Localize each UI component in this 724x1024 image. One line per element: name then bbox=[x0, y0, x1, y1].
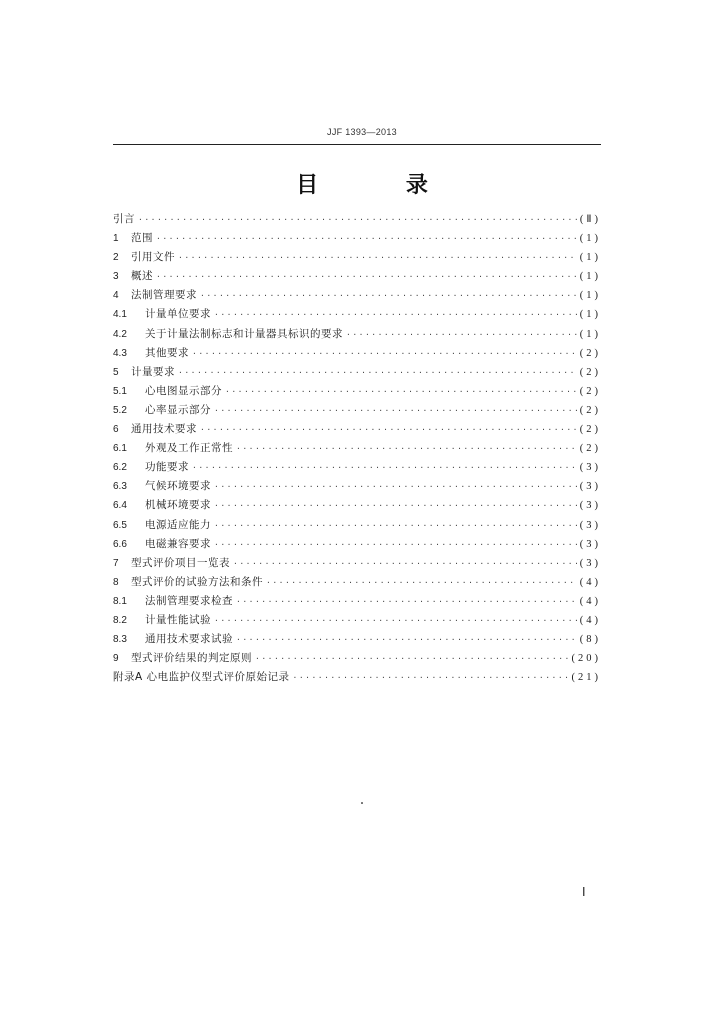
toc-entry-page: (21) bbox=[571, 672, 601, 684]
toc-entry[interactable] bbox=[113, 535, 601, 554]
toc-entry-title: 通用技术要求 bbox=[131, 423, 197, 436]
toc-entry-title: 型式评价的试验方法和条件 bbox=[131, 575, 263, 588]
toc-dot-leader bbox=[214, 477, 577, 496]
toc-entry[interactable] bbox=[113, 496, 601, 515]
toc-entry[interactable] bbox=[113, 286, 601, 305]
toc-entry-page: (1) bbox=[579, 252, 601, 264]
toc-entry[interactable] bbox=[113, 229, 601, 248]
toc-dot-leader bbox=[214, 535, 577, 554]
toc-entry-page: (2) bbox=[579, 424, 601, 436]
toc-entry-number: 3 bbox=[113, 271, 119, 283]
toc-dot-leader bbox=[266, 573, 577, 592]
toc-entry-page: (2) bbox=[579, 404, 601, 416]
toc-entry-title: 计量性能试验 bbox=[145, 613, 211, 626]
toc-entry-page: (4) bbox=[579, 614, 601, 626]
toc-entry[interactable] bbox=[113, 248, 601, 267]
toc-entry[interactable] bbox=[113, 210, 601, 229]
toc-entry[interactable] bbox=[113, 516, 601, 535]
toc-entry-page: (3) bbox=[579, 519, 601, 531]
toc-dot-leader bbox=[178, 363, 577, 382]
toc-entry-number: 5.2 bbox=[113, 404, 127, 416]
toc-entry-title: 功能要求 bbox=[145, 461, 189, 474]
toc-dot-leader bbox=[236, 439, 577, 458]
toc-entry-number: 6.6 bbox=[113, 538, 127, 550]
toc-dot-leader bbox=[200, 286, 577, 305]
toc-entry[interactable] bbox=[113, 649, 601, 668]
toc-dot-leader bbox=[156, 267, 577, 286]
toc-dot-leader bbox=[346, 325, 577, 344]
toc-entry-number: 8.1 bbox=[113, 595, 127, 607]
toc-entry-number: 6 bbox=[113, 424, 119, 436]
toc-entry-title: 外观及工作正常性 bbox=[145, 442, 233, 455]
page-folio: Ⅰ bbox=[582, 885, 586, 899]
toc-entry[interactable] bbox=[113, 420, 601, 439]
table-of-contents bbox=[113, 210, 601, 687]
toc-entry[interactable] bbox=[113, 668, 601, 687]
toc-entry-title: 机械环境要求 bbox=[145, 499, 211, 512]
toc-entry-title: 型式评价结果的判定原则 bbox=[131, 652, 252, 665]
toc-entry[interactable] bbox=[113, 554, 601, 573]
toc-entry-number: 8.3 bbox=[113, 634, 127, 646]
toc-entry-number: 6.3 bbox=[113, 481, 127, 493]
toc-entry[interactable] bbox=[113, 344, 601, 363]
toc-entry-page: (3) bbox=[579, 481, 601, 493]
header-rule bbox=[113, 144, 601, 145]
toc-entry-title: 心电图显示部分 bbox=[145, 384, 222, 397]
toc-entry-page: (3) bbox=[579, 500, 601, 512]
toc-entry-number: 6.2 bbox=[113, 462, 127, 474]
toc-entry[interactable] bbox=[113, 401, 601, 420]
toc-entry-page: (1) bbox=[579, 290, 601, 302]
toc-entry-title: 引用文件 bbox=[131, 251, 175, 264]
toc-dot-leader bbox=[192, 458, 577, 477]
toc-entry-page: (2) bbox=[579, 443, 601, 455]
toc-entry[interactable] bbox=[113, 477, 601, 496]
toc-entry-number: 9 bbox=[113, 653, 119, 665]
toc-dot-leader bbox=[293, 668, 569, 687]
toc-entry[interactable] bbox=[113, 305, 601, 324]
toc-entry-title: 气候环境要求 bbox=[145, 480, 211, 493]
toc-entry[interactable] bbox=[113, 439, 601, 458]
toc-title: 目 录 bbox=[296, 173, 468, 198]
toc-entry[interactable] bbox=[113, 630, 601, 649]
toc-entry-page: (2) bbox=[579, 385, 601, 397]
page-header-standard-code: JJF 1393—2013 bbox=[327, 127, 397, 137]
scan-speck bbox=[361, 802, 363, 804]
toc-entry-title: 计量要求 bbox=[131, 365, 175, 378]
toc-entry-title: 通用技术要求试验 bbox=[145, 633, 233, 646]
toc-entry-page: (2) bbox=[579, 347, 601, 359]
toc-entry-number: 5 bbox=[113, 366, 119, 378]
toc-entry-page: (1) bbox=[579, 271, 601, 283]
toc-entry-page: (4) bbox=[579, 595, 601, 607]
toc-entry-number: 8 bbox=[113, 576, 119, 588]
toc-entry-page: (4) bbox=[579, 576, 601, 588]
toc-entry-page: (3) bbox=[579, 557, 601, 569]
toc-entry-page: (8) bbox=[579, 634, 601, 646]
toc-entry-number: 6.5 bbox=[113, 519, 127, 531]
toc-entry[interactable] bbox=[113, 382, 601, 401]
toc-entry-title: 电磁兼容要求 bbox=[145, 537, 211, 550]
toc-entry-page: (Ⅱ) bbox=[579, 214, 601, 225]
toc-entry-number: 5.1 bbox=[113, 385, 127, 397]
toc-entry-page: (3) bbox=[579, 538, 601, 550]
toc-entry-title: 型式评价项目一览表 bbox=[131, 556, 230, 569]
toc-entry-title: 概述 bbox=[131, 270, 153, 283]
toc-entry-title: 法制管理要求 bbox=[131, 289, 197, 302]
toc-entry-number: 4.3 bbox=[113, 347, 127, 359]
toc-entry-page: (3) bbox=[579, 462, 601, 474]
toc-entry[interactable] bbox=[113, 325, 601, 344]
toc-dot-leader bbox=[178, 248, 577, 267]
toc-dot-leader bbox=[225, 382, 577, 401]
toc-entry[interactable] bbox=[113, 592, 601, 611]
toc-entry[interactable] bbox=[113, 458, 601, 477]
toc-entry-title: 电源适应能力 bbox=[145, 518, 211, 531]
toc-entry-title: 关于计量法制标志和计量器具标识的要求 bbox=[145, 327, 343, 340]
toc-entry[interactable] bbox=[113, 573, 601, 592]
toc-entry[interactable] bbox=[113, 611, 601, 630]
toc-entry-title: 法制管理要求检查 bbox=[145, 594, 233, 607]
toc-dot-leader bbox=[255, 649, 569, 668]
toc-entry-number: 8.2 bbox=[113, 614, 127, 626]
toc-dot-leader bbox=[200, 420, 577, 439]
toc-entry-page: (1) bbox=[579, 309, 601, 321]
toc-dot-leader bbox=[214, 305, 577, 324]
toc-entry-number: 4.1 bbox=[113, 309, 127, 321]
toc-entry-number: 6.1 bbox=[113, 443, 127, 455]
toc-dot-leader bbox=[236, 630, 577, 649]
toc-dot-leader bbox=[138, 210, 577, 229]
toc-entry-number: 6.4 bbox=[113, 500, 127, 512]
toc-dot-leader bbox=[214, 611, 577, 630]
toc-entry[interactable] bbox=[113, 267, 601, 286]
toc-dot-leader bbox=[214, 496, 577, 515]
toc-entry-page: (1) bbox=[579, 328, 601, 340]
toc-dot-leader bbox=[214, 516, 577, 535]
toc-dot-leader bbox=[192, 344, 577, 363]
toc-entry[interactable] bbox=[113, 363, 601, 382]
toc-dot-leader bbox=[236, 592, 577, 611]
toc-entry-title: 范围 bbox=[131, 232, 153, 245]
toc-entry-title: 引言 bbox=[113, 213, 135, 225]
toc-entry-number: 7 bbox=[113, 557, 119, 569]
toc-dot-leader bbox=[156, 229, 577, 248]
toc-entry-page: (1) bbox=[579, 233, 601, 245]
toc-entry-page: (20) bbox=[571, 653, 601, 665]
toc-dot-leader bbox=[214, 401, 577, 420]
toc-entry-number: 1 bbox=[113, 233, 119, 245]
toc-entry-number: 2 bbox=[113, 252, 119, 264]
toc-entry-title: 其他要求 bbox=[145, 346, 189, 359]
toc-entry-page: (2) bbox=[579, 366, 601, 378]
toc-entry-title: 附录A 心电监护仪型式评价原始记录 bbox=[113, 671, 290, 684]
toc-entry-number: 4.2 bbox=[113, 328, 127, 340]
toc-entry-title: 心率显示部分 bbox=[145, 403, 211, 416]
toc-entry-title: 计量单位要求 bbox=[145, 308, 211, 321]
toc-dot-leader bbox=[233, 554, 577, 573]
toc-entry-number: 4 bbox=[113, 290, 119, 302]
